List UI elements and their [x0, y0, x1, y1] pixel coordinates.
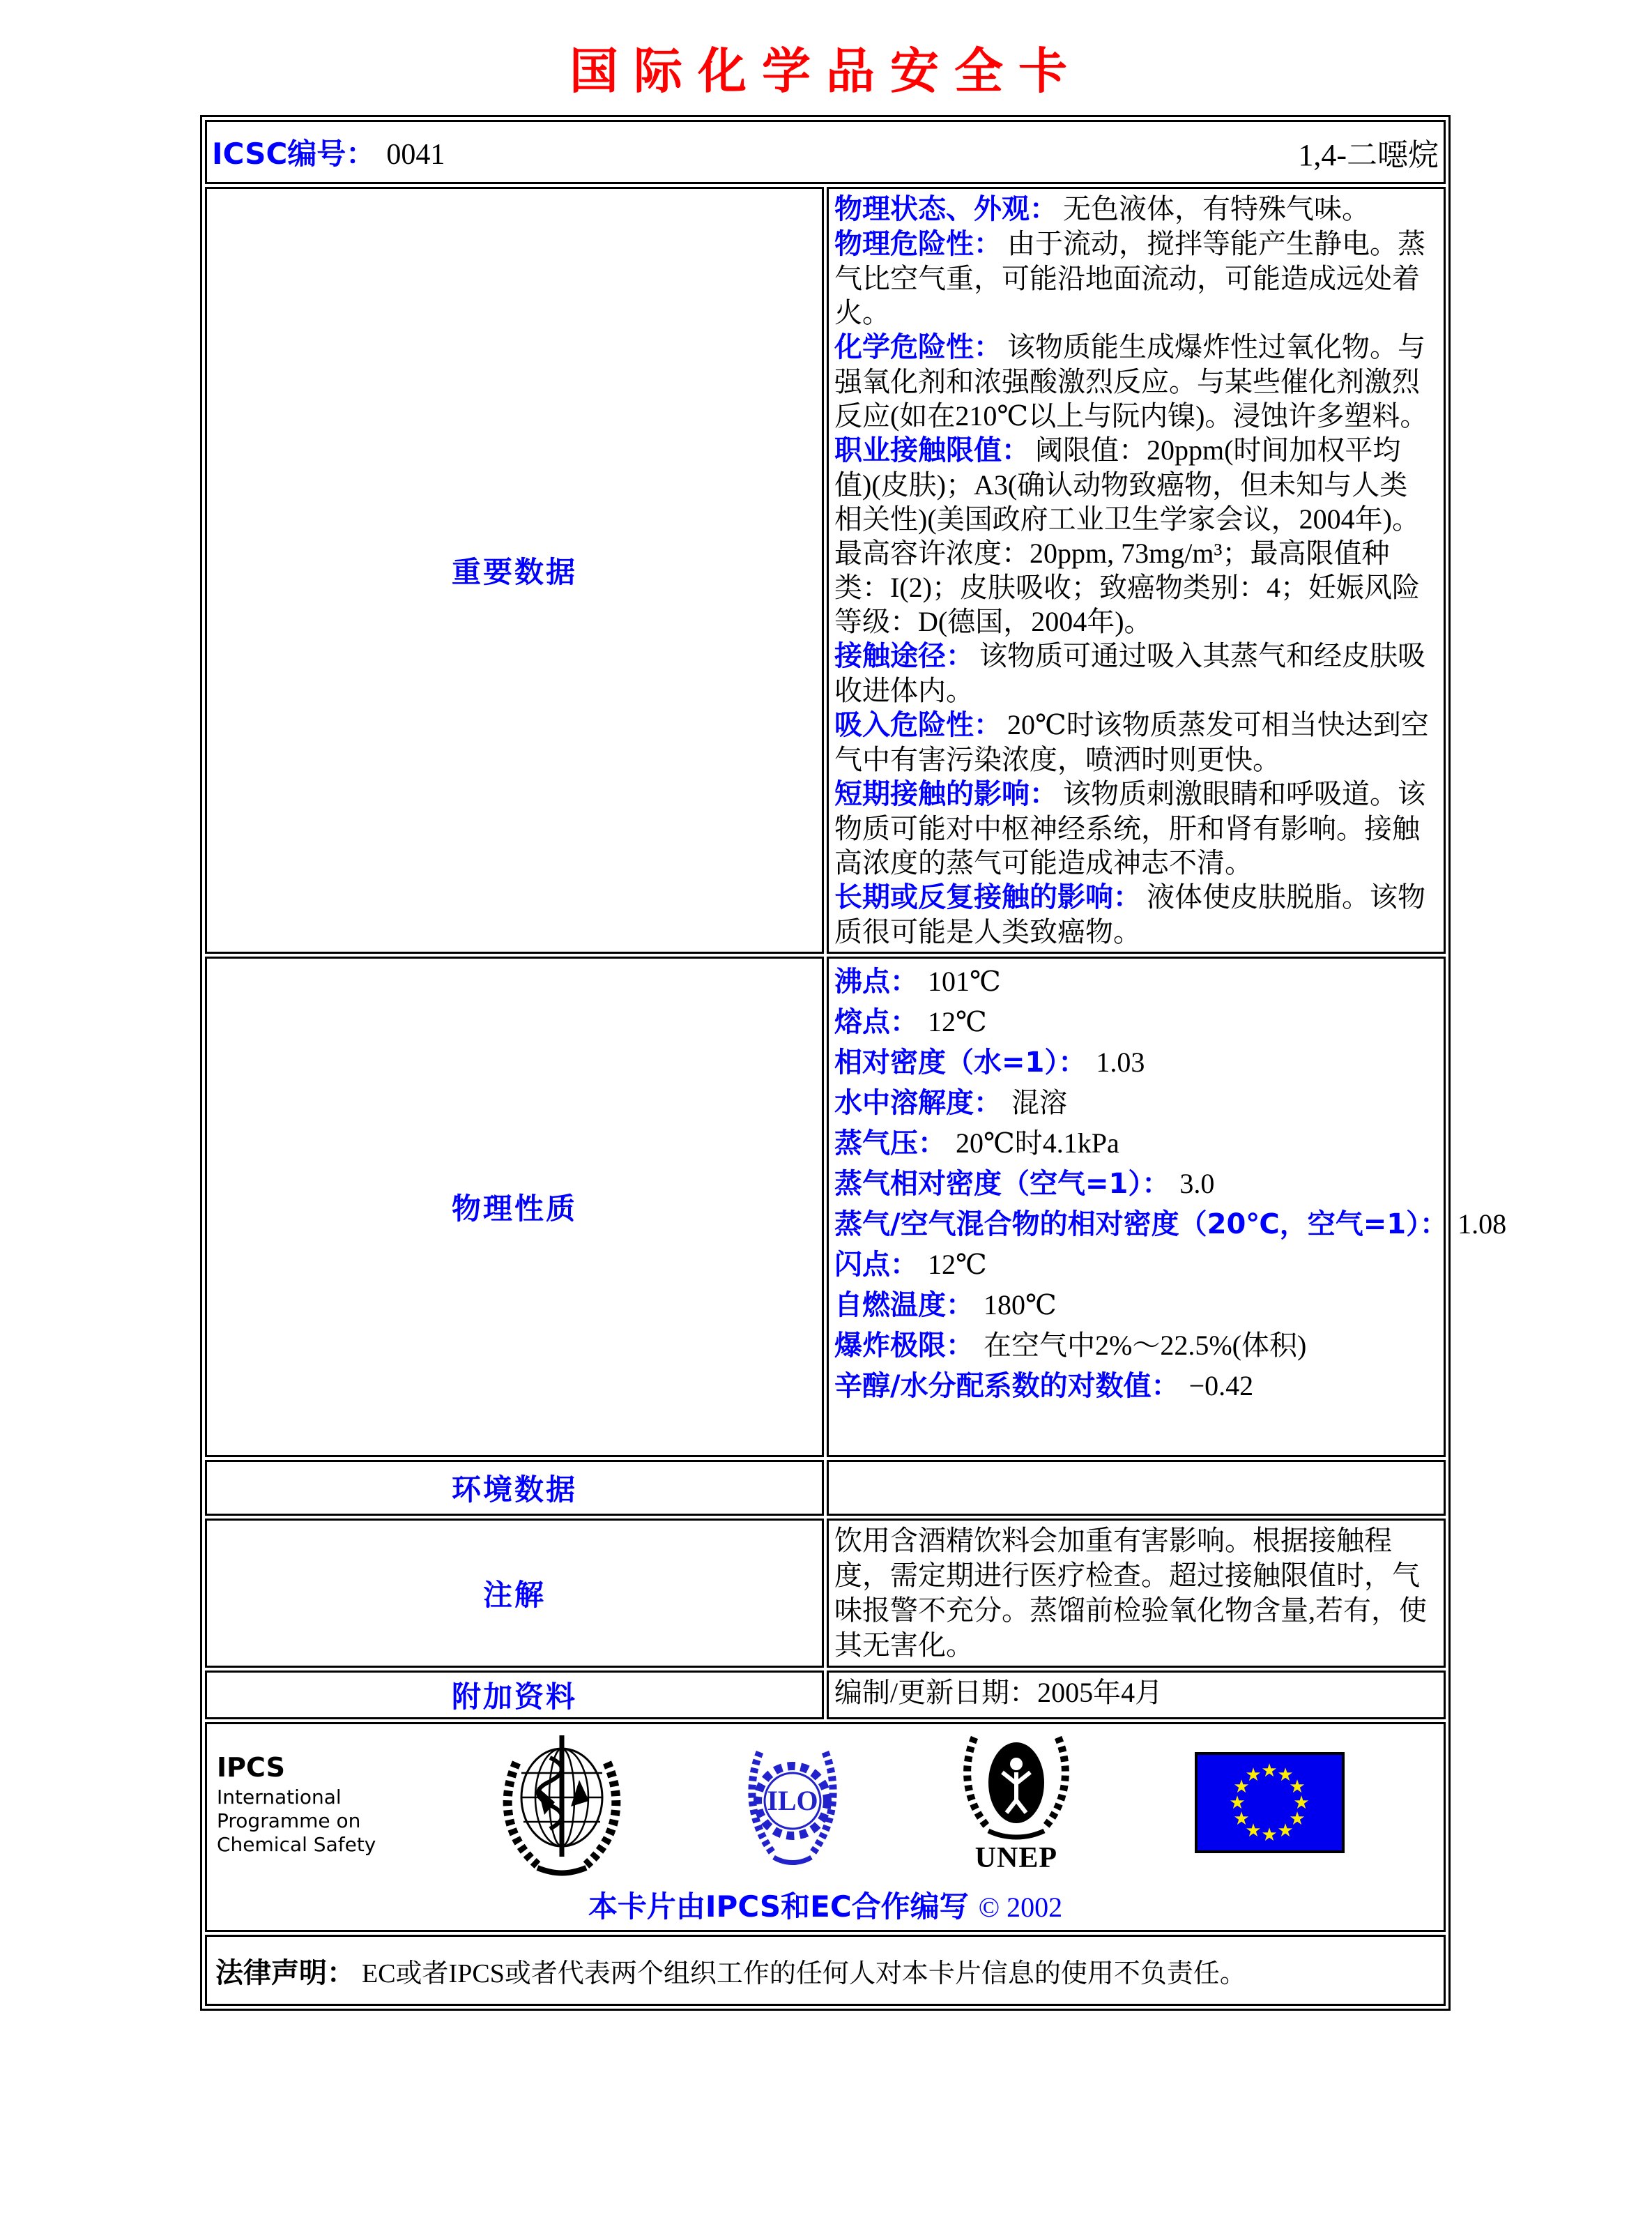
paragraph-label: 职业接触限值： — [834, 434, 1030, 466]
svg-text:★: ★ — [1233, 1776, 1250, 1797]
paragraph-text: 最高容许浓度：20ppm, 73mg/m³；最高限值种类：I(2)；皮肤吸收；致癌物类别：4；妊娠风险等级：D(德国，2004年)。 — [834, 538, 1420, 637]
paragraph-text: 该物质能生成爆炸性过氧化物。与强氧化剂和浓强酸激烈反应。与某些催化剂激烈反应(如在210℃以上与阮内镍)。浸蚀许多塑料。 — [834, 331, 1428, 432]
important-paragraph — [834, 880, 1435, 949]
property-label: 蒸气相对密度（空气=1）： — [834, 1168, 1170, 1200]
property-line — [834, 1123, 1435, 1164]
important-data-row — [205, 187, 1446, 954]
property-value: 20℃时4.1kPa — [956, 1127, 1119, 1159]
property-value: 3.0 — [1179, 1168, 1215, 1199]
ipcs-text-block — [217, 1749, 376, 1857]
property-label: 水中溶解度： — [834, 1087, 1002, 1119]
property-line — [834, 1042, 1435, 1083]
paragraph-text: 20℃时该物质蒸发可相当快达到空气中有害污染浓度，喷洒时则更快。 — [834, 709, 1429, 775]
chemical-name: 1,4-二噁烷 — [1298, 138, 1439, 172]
paragraph-text: 阈限值：20ppm(时间加权平均值)(皮肤)；A3(确认动物致癌物，但未知与人类相关性)(美国政府工业卫生学家会议，2004年)。 — [834, 434, 1420, 535]
property-line — [834, 1204, 1507, 1245]
property-label: 辛醇/水分配系数的对数值： — [834, 1370, 1179, 1402]
legal-row — [205, 1935, 1446, 2006]
additional-info-row — [205, 1671, 1446, 1719]
logos-cell — [205, 1722, 1446, 1932]
important-data-label: 重要数据 — [205, 187, 824, 954]
svg-text:★: ★ — [1277, 1765, 1294, 1786]
important-paragraph — [834, 192, 1435, 227]
ipcs-name: IPCS — [217, 1751, 285, 1783]
page-title: 国际化学品安全卡 — [569, 43, 1083, 100]
property-line — [834, 1002, 1435, 1042]
paragraph-text: 该物质刺激眼睛和呼吸道。该物质可能对中枢神经系统，肝和肾有影响。接触高浓度的蒸气可能造成神志不清。 — [834, 778, 1425, 878]
important-paragraph — [834, 227, 1435, 330]
unep-logo-block — [957, 1730, 1076, 1875]
svg-text:★: ★ — [1229, 1793, 1246, 1813]
property-line — [834, 1164, 1435, 1204]
svg-text:★: ★ — [1261, 1825, 1278, 1846]
paragraph-text: 无色液体，有特殊气味。 — [1063, 193, 1370, 225]
svg-text:★: ★ — [1261, 1760, 1278, 1781]
physical-properties-content — [827, 957, 1507, 1457]
unep-logo-icon — [957, 1730, 1076, 1842]
icsc-number-label: ICSC编号： — [212, 137, 376, 171]
physical-properties-label: 物理性质 — [205, 957, 824, 1457]
property-label: 熔点： — [834, 1006, 918, 1038]
additional-info-content: 编制/更新日期：2005年4月 — [827, 1671, 1446, 1719]
property-line — [834, 1245, 1435, 1285]
header-row — [205, 120, 1446, 184]
svg-text:★: ★ — [1289, 1776, 1306, 1797]
important-data-content — [827, 187, 1446, 954]
environment-data-row — [205, 1460, 1446, 1516]
property-line — [834, 1285, 1435, 1325]
property-label: 蒸气/空气混合物的相对密度（20℃，空气=1）： — [834, 1208, 1448, 1240]
cooperation-caption — [215, 1884, 1435, 1926]
paragraph-text: 由于流动，搅拌等能产生静电。蒸气比空气重，可能沿地面流动，可能造成远处着火。 — [834, 228, 1425, 328]
ipcs-line1: International — [217, 1785, 342, 1809]
important-paragraph — [834, 708, 1435, 777]
icsc-card-table — [200, 115, 1507, 2011]
property-value: 1.08 — [1458, 1208, 1507, 1240]
property-value: 101℃ — [928, 966, 1001, 997]
ipcs-line3: Chemical Safety — [217, 1832, 376, 1856]
who-logo-icon — [496, 1731, 628, 1874]
notes-label: 注解 — [205, 1519, 824, 1668]
notes-row — [205, 1519, 1446, 1668]
property-value: 12℃ — [928, 1006, 987, 1037]
environment-data-label: 环境数据 — [205, 1460, 824, 1516]
property-line — [834, 1325, 1435, 1366]
paragraph-label: 长期或反复接触的影响： — [834, 881, 1141, 913]
icsc-number-value: 0041 — [386, 139, 445, 171]
ipcs-line2: Programme on — [217, 1809, 361, 1832]
notes-text: 饮用含酒精饮料会加重有害影响。根据接触程度，需定期进行医疗检查。超过接触限值时，气味报警不充分。蒸馏前检验氧化物含量,若有，使其无害化。 — [834, 1525, 1427, 1661]
svg-text:★: ★ — [1289, 1809, 1306, 1829]
header-cell — [205, 120, 1446, 184]
ilo-letters: ILO — [767, 1785, 818, 1816]
environment-data-content — [827, 1460, 1446, 1516]
paragraph-label: 接触途径： — [834, 640, 974, 672]
icsc-number-group — [212, 131, 445, 173]
legal-text: EC或者IPCS或者代表两个组织工作的任何人对本卡片信息的使用不负责任。 — [362, 1958, 1246, 1988]
property-value: 混溶 — [1011, 1087, 1067, 1118]
property-label: 蒸气压： — [834, 1127, 946, 1159]
property-label: 爆炸极限： — [834, 1330, 974, 1362]
svg-text:★: ★ — [1277, 1820, 1294, 1841]
caption-text: 本卡片由IPCS和EC合作编写 — [588, 1889, 969, 1924]
property-value: 180℃ — [984, 1289, 1057, 1321]
additional-info-label: 附加资料 — [205, 1671, 824, 1719]
property-value: 在空气中2%～22.5%(体积) — [984, 1330, 1307, 1361]
property-line — [834, 1366, 1435, 1406]
important-paragraph — [834, 639, 1435, 708]
svg-text:★: ★ — [1293, 1793, 1310, 1813]
important-paragraph — [834, 777, 1435, 880]
paragraph-label: 物理状态、外观： — [834, 193, 1057, 225]
ilo-logo-icon — [747, 1735, 838, 1871]
eu-flag-icon — [1195, 1752, 1345, 1853]
important-paragraph — [834, 330, 1435, 433]
important-paragraph — [834, 433, 1435, 536]
svg-text:★: ★ — [1245, 1820, 1262, 1841]
property-value: 12℃ — [928, 1249, 987, 1280]
physical-properties-row — [205, 957, 1446, 1457]
paragraph-label: 吸入危险性： — [834, 709, 1002, 741]
legal-cell — [205, 1935, 1446, 2006]
important-paragraph — [834, 536, 1435, 639]
paragraph-label: 物理危险性： — [834, 228, 1002, 260]
notes-content — [827, 1519, 1446, 1668]
legal-label: 法律声明： — [215, 1956, 355, 1989]
paragraph-text: 液体使皮肤脱脂。该物质很可能是人类致癌物。 — [834, 881, 1425, 948]
property-value: −0.42 — [1188, 1370, 1254, 1401]
property-value: 1.03 — [1096, 1047, 1145, 1078]
logos-row — [205, 1722, 1446, 1932]
svg-text:★: ★ — [1233, 1809, 1250, 1829]
unep-word: UNEP — [974, 1842, 1058, 1874]
property-label: 自燃温度： — [834, 1289, 974, 1321]
paragraph-text: 该物质可通过吸入其蒸气和经皮肤吸收进体内。 — [834, 640, 1425, 706]
property-label: 闪点： — [834, 1249, 918, 1281]
svg-text:★: ★ — [1245, 1765, 1262, 1786]
paragraph-label: 短期接触的影响： — [834, 778, 1057, 810]
property-label: 沸点： — [834, 966, 918, 998]
caption-year: © 2002 — [978, 1892, 1063, 1923]
property-line — [834, 961, 1435, 1002]
property-line — [834, 1083, 1435, 1123]
property-label: 相对密度（水=1）： — [834, 1047, 1087, 1079]
paragraph-label: 化学危险性： — [834, 331, 1002, 363]
logo-strip — [215, 1731, 1435, 1874]
